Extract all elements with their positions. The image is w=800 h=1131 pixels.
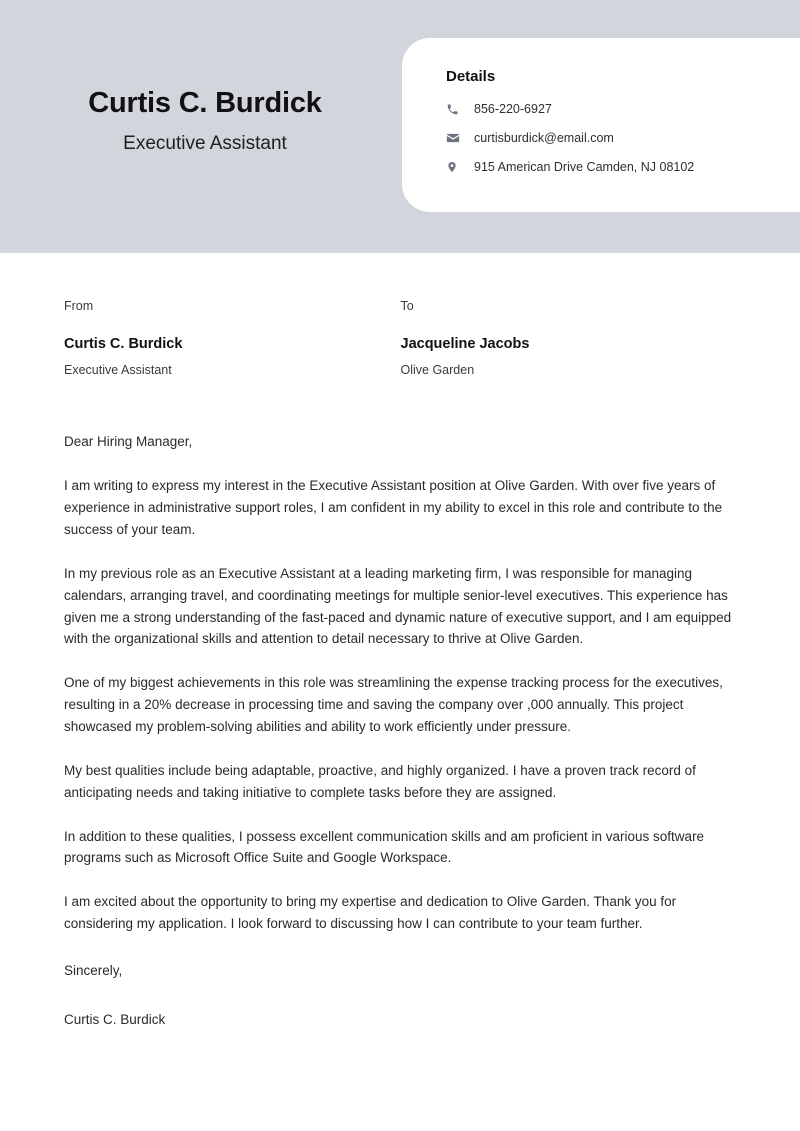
- details-card: [402, 38, 800, 212]
- letter-paragraph: In my previous role as an Executive Assistant at a leading marketing firm, I was responsible for managing calendars, arranging travel, and coordinating meetings for multiple senior-level executives. This experience has given me a strong understanding of the fast-paced and dynamic nature of executive support, and I am equipped with the organizational skills and attention to detail necessary to thrive at Olive Garden.: [64, 565, 732, 647]
- letter-paragraph: I am excited about the opportunity to bring my expertise and dedication to Olive Garden. Thank you for considering my application. I look forward to discussing how I can contribute to your team further.: [64, 894, 677, 932]
- detail-value-email: curtisburdick@email.com: [474, 130, 614, 145]
- candidate-job-title: Executive Assistant: [123, 132, 287, 154]
- map-pin-icon: [446, 159, 464, 175]
- detail-row-address: [446, 159, 800, 175]
- header-band: [0, 0, 800, 253]
- detail-value-address: 915 American Drive Camden, NJ 08102: [474, 159, 695, 174]
- closing-line: Sincerely,: [64, 963, 123, 979]
- detail-value-phone: 856-220-6927: [474, 101, 552, 116]
- page-title: Curtis C. Burdick: [88, 87, 322, 119]
- phone-icon: [446, 101, 464, 117]
- from-column: [64, 299, 401, 378]
- letter-paragraph: I am writing to express my interest in the Executive Assistant position at Olive Garden. With over five years of experience in administrative support roles, I am confident in my ability to excel in this role and contribute to the success of your team.: [64, 478, 723, 538]
- detail-row-phone: [446, 101, 800, 117]
- salutation: Dear Hiring Manager,: [64, 434, 193, 450]
- from-name: Curtis C. Burdick: [64, 336, 183, 352]
- signature-name: Curtis C. Burdick: [64, 1011, 166, 1027]
- identity-block: [0, 86, 410, 156]
- to-name: Jacqueline Jacobs: [400, 336, 530, 352]
- to-column: [401, 299, 738, 378]
- letter-paragraph: In addition to these qualities, I possess excellent communication skills and am proficient in various software programs such as Microsoft Office Suite and Google Workspace.: [64, 828, 705, 866]
- from-label: From: [64, 299, 94, 313]
- to-subtitle: Olive Garden: [400, 363, 475, 378]
- address-block: [64, 253, 737, 378]
- to-label: To: [400, 299, 414, 313]
- details-heading: Details: [446, 68, 496, 85]
- letter-paragraph: One of my biggest achievements in this role was streamlining the expense tracking process for the executives, resulting in a 20% decrease in processing time and saving the company over ,000 annually. This project showcased my problem-solving abilities and ability to work efficiently under pressure.: [64, 675, 723, 735]
- envelope-icon: [446, 130, 464, 146]
- letter-paragraph: My best qualities include being adaptable, proactive, and highly organized. I have a proven track record of anticipating needs and taking initiative to complete tasks before they are assigned.: [64, 762, 696, 800]
- from-subtitle: Executive Assistant: [64, 363, 172, 378]
- detail-row-email: [446, 130, 800, 146]
- letter-body: [64, 253, 737, 1031]
